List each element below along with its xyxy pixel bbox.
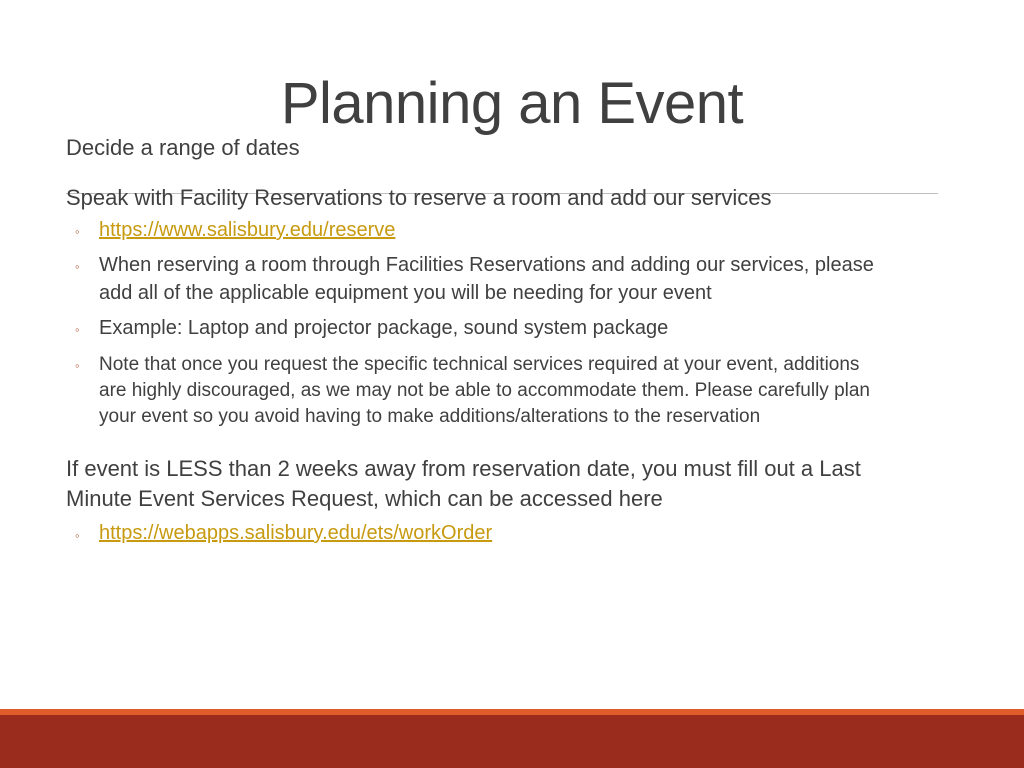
sub-bullet-icon: ◦ <box>75 224 80 239</box>
bullet-speak-facility: Speak with Facility Reservations to reserve a room and add our services <box>66 185 772 210</box>
last-minute-line-2: Minute Event Services Request, which can be accessed here <box>66 486 663 511</box>
work-order-link-line <box>99 522 492 545</box>
work-order-link[interactable]: https://webapps.salisbury.edu/ets/workOrder <box>99 522 493 544</box>
reserving-note-line-1: When reserving a room through Facilities Reservations and adding our services, please <box>99 254 874 276</box>
sub-bullet-icon: ◦ <box>75 322 80 337</box>
reserve-link[interactable]: https://www.salisbury.edu/reserve <box>99 219 396 241</box>
sub-bullet-icon: ◦ <box>75 259 80 274</box>
bullet-decide-dates: Decide a range of dates <box>66 135 300 160</box>
additions-note-line-1: Note that once you request the specific technical services required at your event, additions <box>99 354 860 375</box>
last-minute-line-1: If event is LESS than 2 weeks away from reservation date, you must fill out a Last <box>66 456 861 481</box>
sub-bullet-icon: ◦ <box>75 528 80 543</box>
reserving-note-line-2: add all of the applicable equipment you will be needing for your event <box>99 282 712 304</box>
example-line: Example: Laptop and projector package, sound system package <box>99 317 669 339</box>
slide-title: Planning an Event <box>280 71 744 136</box>
reserve-link-line <box>99 219 395 242</box>
footer-bar <box>0 715 1024 768</box>
sub-bullet-icon: ◦ <box>75 358 80 373</box>
additions-note-line-2: are highly discouraged, as we may not be able to accommodate them. Please carefully plan <box>99 380 870 401</box>
additions-note-line-3: your event so you avoid having to make additions/alterations to the reservation <box>99 406 761 427</box>
